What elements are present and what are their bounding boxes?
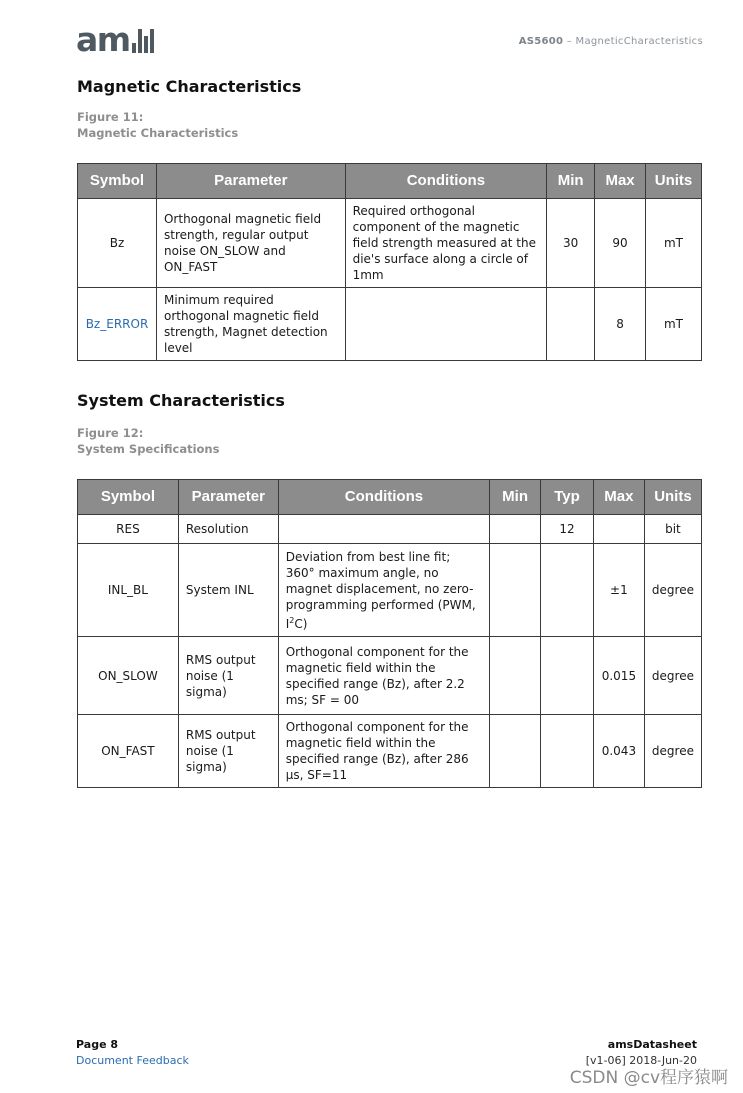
cell-max: ±1 (593, 544, 644, 637)
table-row (78, 515, 702, 544)
cell-max (593, 515, 644, 544)
cell-min (490, 637, 541, 715)
page-number: Page 8 (76, 1038, 119, 1051)
table-row (78, 544, 702, 637)
logo-mark-icon (132, 29, 154, 53)
table-row (78, 715, 702, 788)
figure-12-label (77, 425, 219, 457)
cell-units: degree (644, 637, 701, 715)
cell-min (490, 515, 541, 544)
figure-11-number: Figure 11: (77, 110, 144, 124)
magnetic-characteristics-table (77, 163, 702, 361)
cell-conditions: Orthogonal component for the magnetic field within the specified range (Bz), after 2.2 ms; SF = 00 (278, 637, 489, 715)
header-doc-section: – MagneticCharacteristics (563, 36, 703, 47)
cell-parameter: Minimum required orthogonal magnetic field strength, Magnet detection level (156, 288, 345, 361)
conditions-text: Deviation from best line fit; 360° maximum angle, no magnet displacement, no zero-programming performed (PWM, I (285, 549, 476, 631)
logo-text: am (76, 20, 130, 59)
column-header-typ: Typ (541, 480, 594, 515)
cell-max: 0.015 (593, 637, 644, 715)
table-header-row (78, 480, 702, 515)
cell-parameter: RMS output noise (1 sigma) (178, 715, 278, 788)
cell-min: 30 (547, 199, 595, 288)
cell-parameter: Orthogonal magnetic field strength, regular output noise ON_SLOW and ON_FAST (156, 199, 345, 288)
cell-parameter: System INL (178, 544, 278, 637)
version-label: [v1-06] 2018-Jun-20 (585, 1054, 697, 1067)
cell-max: 90 (595, 199, 646, 288)
section-title-magnetic: Magnetic Characteristics (77, 77, 302, 96)
cell-conditions (278, 515, 489, 544)
figure-11-caption: Magnetic Characteristics (77, 126, 239, 140)
figure-11-label (77, 109, 238, 141)
table-header-row (78, 164, 702, 199)
cell-conditions (278, 544, 489, 637)
cell-units: mT (646, 288, 702, 361)
cell-parameter: Resolution (178, 515, 278, 544)
cell-conditions (345, 288, 547, 361)
cell-max: 0.043 (593, 715, 644, 788)
figure-12-caption: System Specifications (77, 442, 220, 456)
header-document-reference (519, 36, 703, 47)
cell-units: degree (644, 544, 701, 637)
cell-max: 8 (595, 288, 646, 361)
column-header-conditions: Conditions (345, 164, 547, 199)
conditions-text-end: C) (294, 616, 308, 631)
table-row (78, 199, 702, 288)
cell-min (490, 715, 541, 788)
figure-12-number: Figure 12: (77, 426, 144, 440)
csdn-watermark: CSDN @cv程序猿啊 (569, 1068, 728, 1088)
cell-typ (541, 715, 594, 788)
system-specifications-table (77, 479, 702, 788)
cell-symbol: Bz (78, 199, 157, 288)
cell-units: bit (644, 515, 701, 544)
column-header-max: Max (595, 164, 646, 199)
cell-symbol-link[interactable] (78, 288, 157, 361)
conditions-superscript: 2 (289, 615, 295, 625)
cell-typ: 12 (541, 515, 594, 544)
column-header-parameter: Parameter (156, 164, 345, 199)
cell-typ (541, 544, 594, 637)
table-row (78, 637, 702, 715)
cell-min (547, 288, 595, 361)
cell-symbol: RES (78, 515, 179, 544)
section-title-system: System Characteristics (77, 391, 285, 410)
column-header-units: Units (644, 480, 701, 515)
column-header-units: Units (646, 164, 702, 199)
ams-logo (76, 20, 154, 59)
cell-units: mT (646, 199, 702, 288)
header-doc-id: AS5600 (518, 36, 564, 47)
cell-units: degree (644, 715, 701, 788)
table-row (78, 288, 702, 361)
cell-conditions: Orthogonal component for the magnetic field within the specified range (Bz), after 286 µs, SF=11 (278, 715, 489, 788)
column-header-conditions: Conditions (278, 480, 489, 515)
column-header-symbol: Symbol (78, 480, 179, 515)
column-header-min: Min (490, 480, 541, 515)
cell-symbol: ON_SLOW (78, 637, 179, 715)
cell-min (490, 544, 541, 637)
cell-symbol: ON_FAST (78, 715, 179, 788)
footer-left (76, 1037, 189, 1069)
cell-parameter: RMS output noise (1 sigma) (178, 637, 278, 715)
cell-conditions: Required orthogonal component of the magnetic field strength measured at the die's surface along a circle of 1mm (345, 199, 547, 288)
column-header-min: Min (547, 164, 595, 199)
cell-symbol: INL_BL (78, 544, 179, 637)
datasheet-label: amsDatasheet (607, 1038, 697, 1051)
column-header-symbol: Symbol (78, 164, 157, 199)
bz-error-link[interactable]: Bz_ERROR (85, 317, 149, 331)
column-header-parameter: Parameter (178, 480, 278, 515)
document-feedback-link[interactable]: Document Feedback (76, 1054, 189, 1067)
column-header-max: Max (593, 480, 644, 515)
cell-typ (541, 637, 594, 715)
